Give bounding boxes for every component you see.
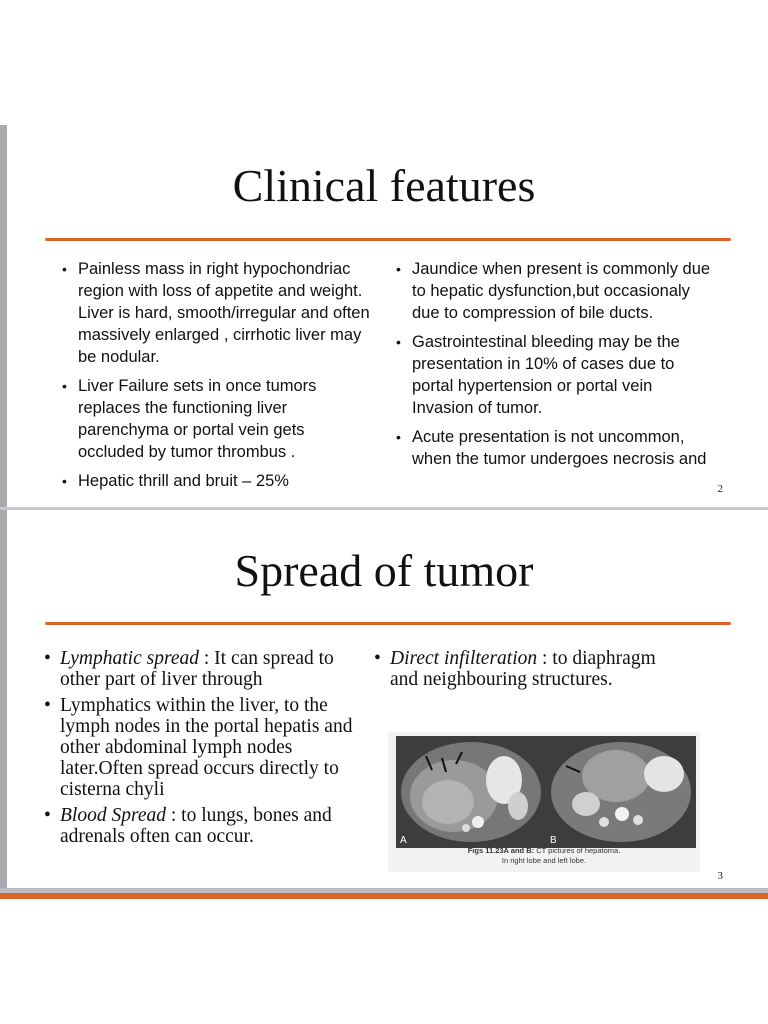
bullet-item: • Jaundice when present is commonly due to hepatic dysfunction,but occasionaly due to compression of bile ducts. xyxy=(396,258,716,324)
right-bullet-list xyxy=(372,648,672,695)
caption-bold: Figs 11.23A and B: xyxy=(467,846,535,855)
ct-scan-image-b xyxy=(546,736,696,848)
title-underline xyxy=(45,622,731,625)
caption-line-2: In right lobe and left lobe. xyxy=(501,856,587,865)
bullet-item: • Painless mass in right hypochondriac region with loss of appetite and weight. Liver is hard, smooth/irregular and often massively enlarged , cirrhotic liver may be nodular. xyxy=(62,258,372,368)
bullet-item: • Acute presentation is not uncommon, when the tumor undergoes necrosis and xyxy=(396,426,716,470)
bullet-text: Lymphatics within the liver, to the lymph nodes in the portal hepatis and other abdominal lymph nodes later.Often spread occurs directly to cisterna chyli xyxy=(60,695,353,800)
bullet-term: Lymphatic spread xyxy=(60,648,199,669)
figure-label-a: A xyxy=(400,835,407,846)
figure-caption xyxy=(388,846,700,866)
figure-label-b: B xyxy=(550,835,557,846)
slide-spread-of-tumor xyxy=(0,510,768,895)
bullet-text: : to lungs, bones and adrenals often can occur. xyxy=(60,805,332,847)
slide-title: Spread of tumor xyxy=(234,545,534,596)
title-underline xyxy=(45,238,731,241)
bullet-item xyxy=(372,648,672,690)
left-bullet-list xyxy=(42,648,364,852)
caption-text: CT pictures of hepatoma. xyxy=(534,846,621,855)
right-bullet-list xyxy=(396,258,716,477)
page-number: 2 xyxy=(717,483,723,495)
slide-title: Clinical features xyxy=(232,160,536,211)
left-bullet-list xyxy=(62,258,372,499)
ct-scan-image-a xyxy=(396,736,546,848)
bullet-term: Blood Spread xyxy=(60,805,166,826)
page-number: 3 xyxy=(717,870,723,882)
slide-clinical-features xyxy=(0,125,768,510)
bullet-item: • Hepatic thrill and bruit – 25% xyxy=(62,470,372,492)
bullet-item xyxy=(42,805,364,847)
bullet-text: : It can spread to other part of liver through xyxy=(60,648,334,690)
bullet-item: • Liver Failure sets in once tumors replaces the functioning liver parenchyma or portal vein gets occluded by tumor thrombus . xyxy=(62,375,372,463)
ct-figure xyxy=(388,732,700,872)
bottom-accent-bar xyxy=(0,893,768,899)
bullet-text: : to diaphragm and neighbouring structures. xyxy=(390,648,656,690)
bullet-term: Direct infilteration xyxy=(390,648,538,669)
bullet-item: • Gastrointestinal bleeding may be the presentation in 10% of cases due to portal hypertension or portal vein Invasion of tumor. xyxy=(396,331,716,419)
bullet-item xyxy=(42,695,364,800)
bullet-item xyxy=(42,648,364,690)
